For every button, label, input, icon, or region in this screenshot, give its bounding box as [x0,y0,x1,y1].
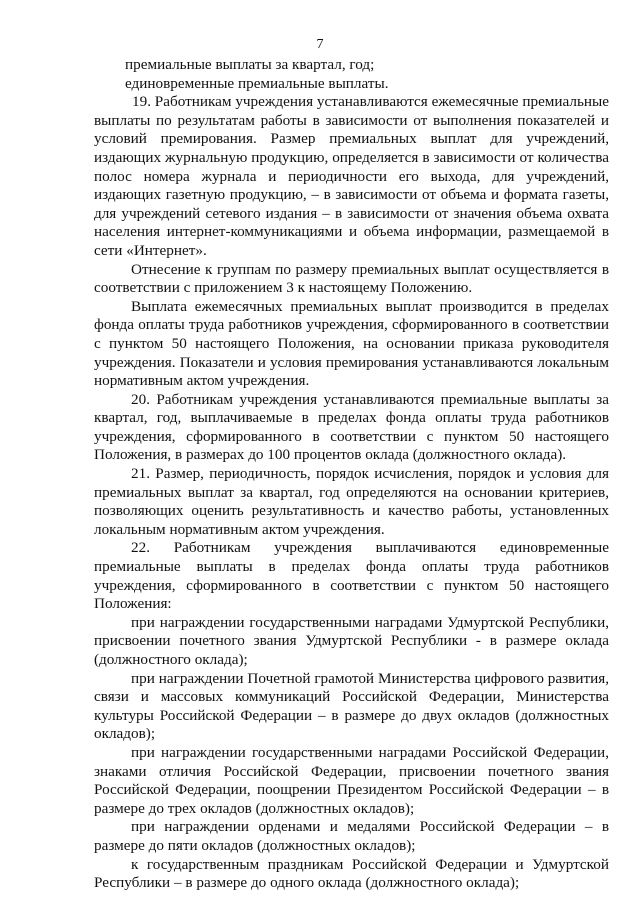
list-item-orders-medals: при награждении орденами и медалями Российской Федерации – в размере до пяти окладов (должностных окладов); [94,818,609,854]
paragraph-one-time: единовременные премиальные выплаты. [125,74,389,92]
list-item-state-holidays: к государственным праздникам Российской Федерации и Удмуртской Республики – в размере до одного оклада (должностного оклада); [94,855,609,892]
list-item-ministry-diploma: при награждении Почетной грамотой Министерства цифрового развития, связи и массовых коммуникаций Российской Федерации, Министерства культуры Российской Федерации – в размере до двух окладов (должностных окладов); [94,669,609,743]
list-item-federal-awards: при награждении государственными наградами Российской Федерации, знаками отличия Российской Федерации, присвоении почетного звания Российской Федерации, поощрении Президентом Российской Федерации – в размере до трех окладов (должностных окладов); [94,743,609,817]
paragraph-22: 22. Работникам учреждения выплачиваются единовременные премиальные выплаты в пределах фонда оплаты труда работников учреждения, сформированного в соответствии с пунктом 50 настоящего Положения: [94,539,609,613]
document-body [94,56,609,893]
paragraph-monthly-payment: Выплата ежемесячных премиальных выплат производится в пределах фонда оплаты труда работников учреждения, сформированного в соответствии с пунктом 50 настоящего Положения, на основании приказа руководителя учреждения. Показатели и условия премирования устанавливаются локальным нормативным актом учреждения. [94,297,609,390]
paragraph-21: 21. Размер, периодичность, порядок исчисления, порядок и условия для премиальных выплат за квартал, год определяются на основании критериев, позволяющих оценить результативность и качество работы, установленных локальным нормативным актом учреждения. [94,465,609,538]
paragraph-groups-assignment: Отнесение к группам по размеру премиальных выплат осуществляется в соответствии с приложением 3 к настоящему Положению. [94,260,609,297]
paragraph-quarterly-annual: премиальные выплаты за квартал, год; [125,56,375,73]
list-item-udmurt-awards: при награждении государственными наградами Удмуртской Республики, присвоении почетного звания Удмуртской Республики - в размере оклада (должностного оклада); [94,613,609,668]
page-number: 7 [316,37,324,52]
paragraph-19: 19. Работникам учреждения устанавливаются ежемесячные премиальные выплаты по результатам работы в зависимости от выполнения показателей и условий премирования. Размер премиальных выплат для учреждений, издающих журнальную продукцию, определяется в зависимости от количества полос номера журнала и периодичности его выхода, для учреждений, издающих газетную продукцию, – в зависимости от объема и формата газеты, для учреждений сетевого издания – в зависимости от значения объема охвата населения интернет-коммуникациями и объема информации, размещаемой в сети «Интернет». [94,93,609,259]
paragraph-20: 20. Работникам учреждения устанавливаются премиальные выплаты за квартал, год, выплачиваемые в пределах фонда оплаты труда работников учреждения, сформированного в соответствии с пунктом 50 настоящего Положения, в размерах до 100 процентов оклада (должностного оклада). [94,390,609,464]
